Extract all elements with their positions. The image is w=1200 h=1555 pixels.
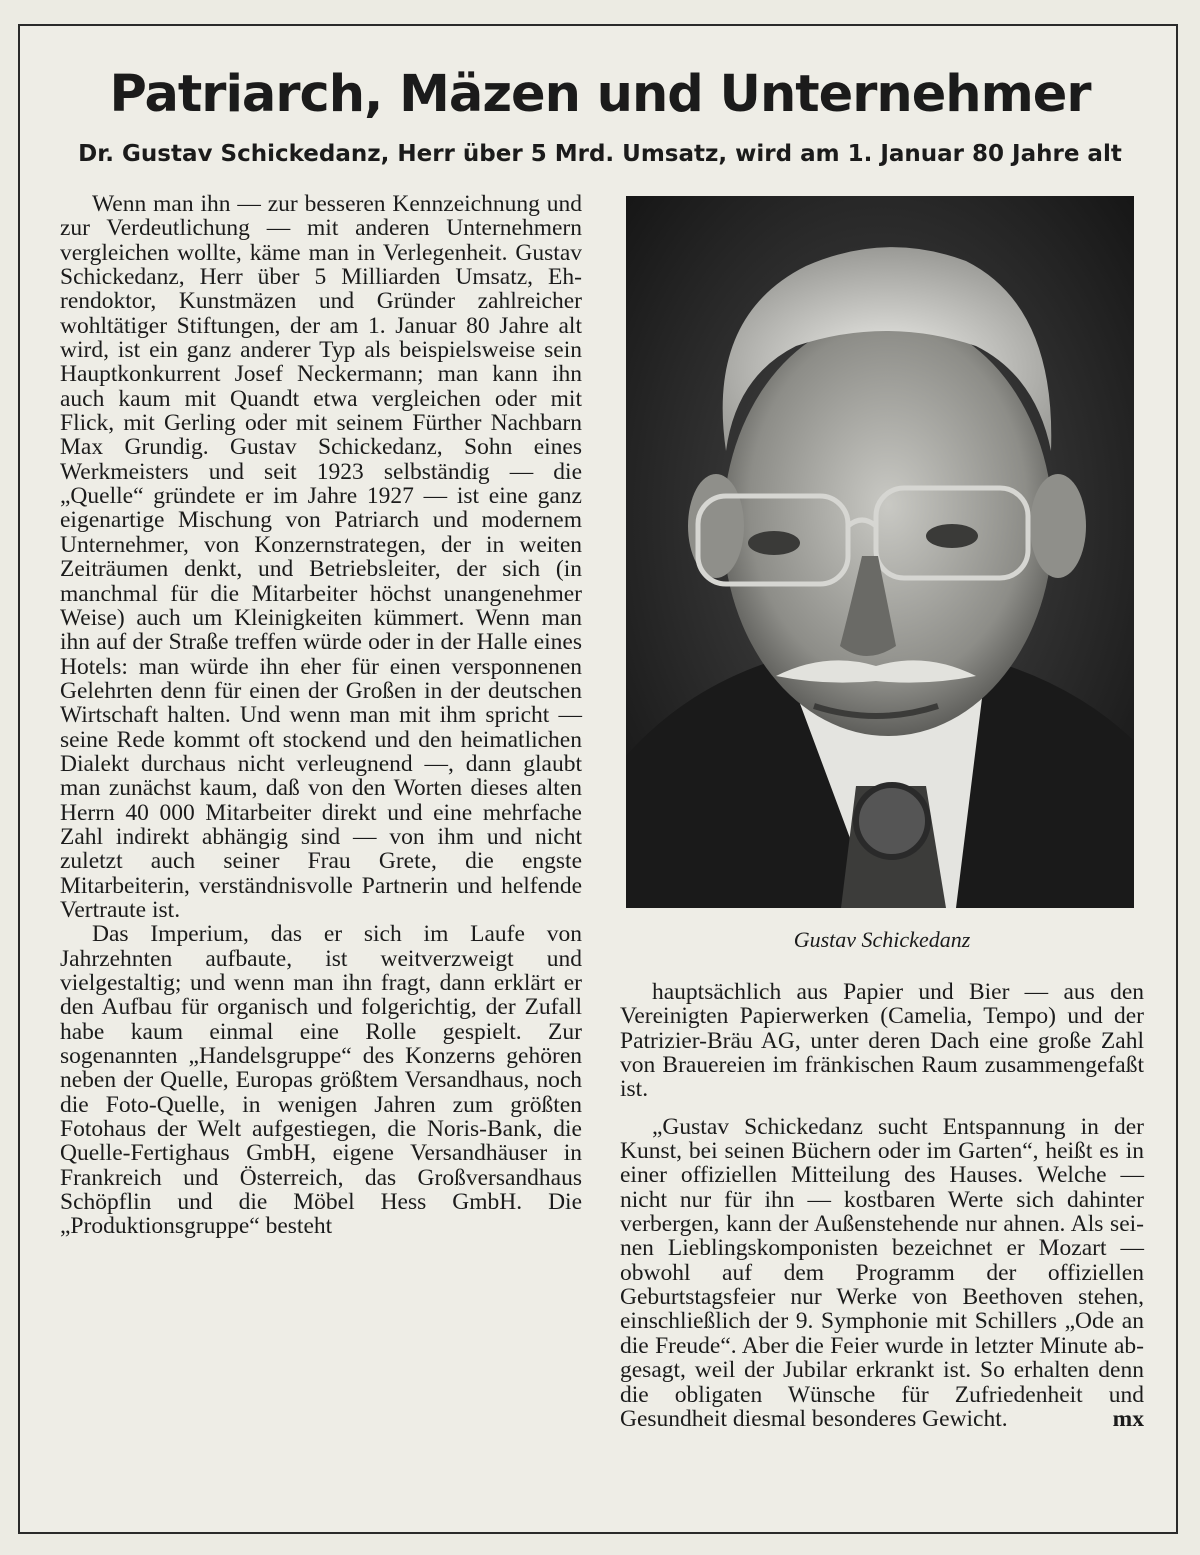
article-column-right: [620, 980, 1144, 1520]
author-signature: mx: [1112, 1405, 1144, 1432]
paragraph-intro: Wenn man ihn — zur besseren Kennzeichnung und zur Verdeutlichung — mit anderen Unternehmern vergleichen wollte, käme man in Verlegenheit. Gustav Schickedanz, Herr über 5 Milliarden Umsatz, Ehrendoktor, Kunstmäzen und Gründer zahlreicher wohltätiger Stiftungen, der am 1. Januar 80 Jahre alt wird, ist ein ganz anderer Typ als beispielsweise sein Hauptkonkurrent Josef Neckermann; man kann ihn auch kaum mit Quandt etwa vergleichen oder mit Flick, mit Gerling oder mit seinem Fürther Nachbarn Max Grundig. Gustav Schickedanz, Sohn eines Werkmeisters und seit 1923 selbständig — die „Quelle“ gründete er im Jahre 1927 — ist eine ganz eigenartige Mischung von Patriarch und modernem Unternehmer, von Konzernstrategen, der in weiten Zeiträumen denkt, und Betriebsleiter, der sich (in manchmal für die Mitarbeiter höchst unangenehmer Weise) auch um Kleinigkeiten kümmert. Wenn man ihn auf der Straße treffen würde oder in der Halle eines Hotels: man würde ihn eher für einen versponnenen Gelehrten denn für einen der Großen in der deutschen Wirtschaft halten. Und wenn man mit ihm spricht — seine Rede kommt oft stockend und den heimatlichen Dialekt durchaus nicht verleugnend —, dann glaubt man zunächst kaum, daß von den Worten dieses alten Herrn 40 000 Mitarbeiter direkt und eine mehrfache Zahl indirekt abhängig sind — von ihm und nicht zuletzt auch seiner Frau Grete, die engste Mitarbeiterin, verständnisvolle Partnerin und helfende Vertraute ist.: [60, 191, 582, 923]
paragraph-production: hauptsächlich aus Papier und Bier — aus den Vereinigten Papierwerken (Camelia, Tempo) und der Patrizier-Bräu AG, unter deren Dach eine große Zahl von Brauereien im fränkischen Raum zusammengefaßt ist.: [620, 979, 1144, 1103]
article-column-left: [60, 192, 582, 1520]
paragraph-hobbies: [620, 1115, 1144, 1431]
paragraph-hobbies-text: „Gustav Schickedanz sucht Entspannung in der Kunst, bei seinen Büchern oder im Garten“, heißt es in einer offiziellen Mitteilung des Hauses. Welche — nicht nur für ihn — kostbaren Werte sich dahinter verbergen, kann der Außenstehende nur ahnen. Als seinen Lieblingskomponisten bezeichnet er Mozart — obwohl auf dem Programm der offiziellen Geburtstagsfeier nur Werke von Beethoven stehen, einschließlich der 9. Symphonie mit Schillers „Ode an die Freude“. Aber die Feier wurde in letzter Minute abgesagt, weil der Jubilar erkrankt ist. So erhalten denn die obligaten Wünsche für Zufriedenheit und Gesundheit diesmal besonderes Gewicht.: [620, 1113, 1144, 1432]
subheadline: Dr. Gustav Schickedanz, Herr über 5 Mrd. Umsatz, wird am 1. Januar 80 Jahre alt: [78, 141, 1122, 167]
portrait-illustration: [626, 196, 1134, 908]
portrait-photo: [626, 196, 1134, 908]
headline: Patriarch, Mäzen und Unternehmer: [109, 65, 1091, 124]
paragraph-imperium: Das Imperium, das er sich im Laufe von Jahrzehnten aufbaute, ist weitverzweigt und vielgestaltig; und wenn man ihn fragt, dann erklärt er den Aufbau für organisch und folgerichtig, der Zufall habe kaum einmal eine Rolle gespielt. Zur sogenannten „Handelsgruppe“ des Konzerns gehören neben der Quelle, Europas größtem Versandhaus, noch die Foto-Quelle, in wenigen Jahren zum größten Fotohaus der Welt aufgestiegen, die Noris-Bank, die Quelle-Fertighaus GmbH, eigene Versandhäuser in Frankreich und Österreich, das Großversandhaus Schöpflin und die Möbel Hess GmbH. Die „Produktionsgruppe“ besteht: [60, 921, 582, 1240]
photo-caption: Gustav Schickedanz: [793, 927, 971, 952]
